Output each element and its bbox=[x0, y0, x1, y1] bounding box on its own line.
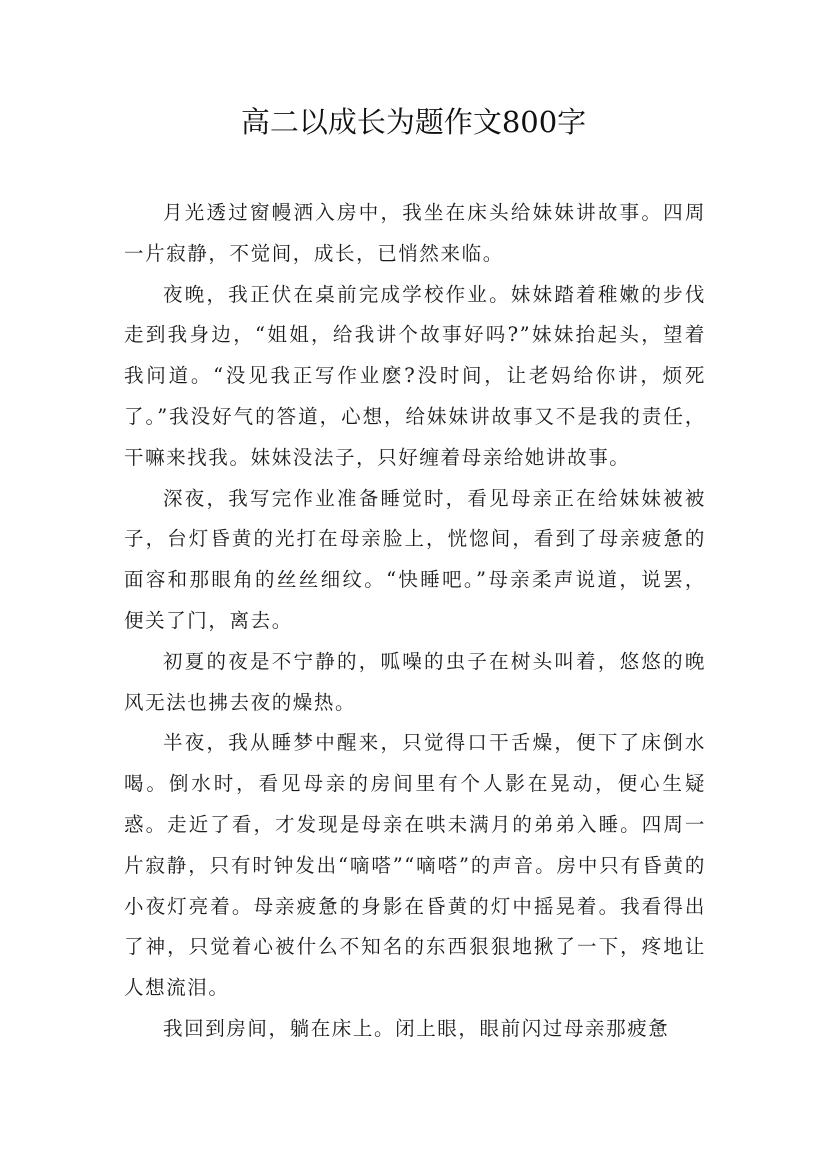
document-title: 高二以成长为题作文800字 bbox=[240, 105, 587, 139]
paragraph: 半夜，我从睡梦中醒来，只觉得口干舌燥，便下了床倒水喝。倒水时，看见母亲的房间里有个人影在晃动，便心生疑惑。走近了看，才发现是母亲在哄未满月的弟弟入睡。四周一片寂静，只有时钟发出“嘀嗒”“嘀嗒”的声音。房中只有昏黄的小夜灯亮着。母亲疲惫的身影在昏黄的灯中摇晃着。我看得出了神，只觉着心被什么不知名的东西狠狠地揪了一下，疼地让人想流泪。 bbox=[124, 731, 706, 1000]
paragraph: 我回到房间，躺在床上。闭上眼，眼前闪过母亲那疲惫 bbox=[163, 1016, 670, 1040]
paragraph: 深夜，我写完作业准备睡觉时，看见母亲正在给妹妹被被子，台灯昏黄的光打在母亲脸上，恍惚间，看到了母亲疲惫的面容和那眼角的丝丝细纹。“快睡吧。”母亲柔声说道，说罢，便关了门，离去。 bbox=[124, 486, 706, 632]
document-body bbox=[124, 193, 706, 1050]
paragraph: 月光透过窗幔洒入房中，我坐在床头给妹妹讲故事。四周一片寂静，不觉间，成长，已悄然来临。 bbox=[124, 201, 706, 265]
paragraph: 初夏的夜是不宁静的，呱噪的虫子在树头叫着，悠悠的晚风无法也拂去夜的燥热。 bbox=[124, 649, 706, 714]
paragraph: 夜晚，我正伏在桌前完成学校作业。妹妹踏着稚嫩的步伐走到我身边，“姐姐，给我讲个故事好吗?”妹妹抬起头，望着我问道。“没见我正写作业麽?没时间，让老妈给你讲，烦死了。”我没好气的答道，心想，给妹妹讲故事又不是我的责任，干嘛来找我。妹妹没法子，只好缠着母亲给她讲故事。 bbox=[124, 282, 706, 469]
